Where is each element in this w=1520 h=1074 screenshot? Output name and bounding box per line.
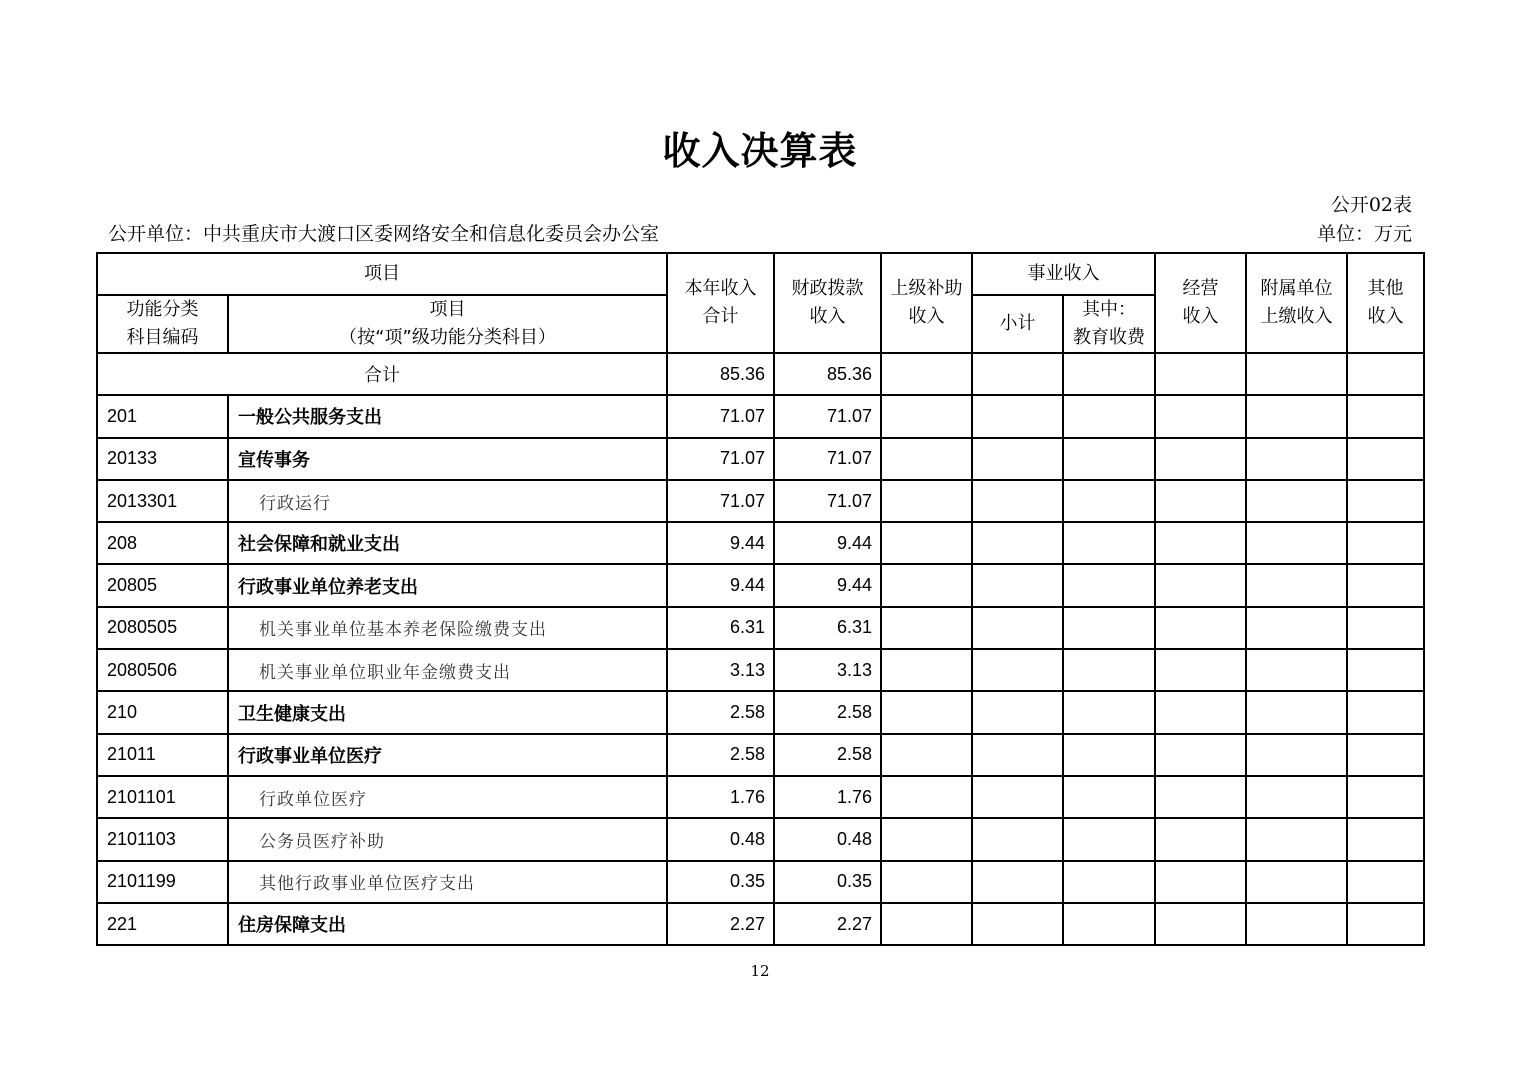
item-name-cell: 其他行政事业单位医疗支出 (228, 861, 667, 903)
empty-cell (1246, 564, 1347, 606)
empty-cell (1246, 480, 1347, 522)
header-affiliated-line2: 上缴收入 (1260, 306, 1333, 327)
empty-cell (1063, 480, 1155, 522)
empty-cell (1063, 522, 1155, 564)
empty-cell (881, 353, 972, 395)
header-business-income: 事业收入 (972, 253, 1155, 295)
total-income-cell: 0.35 (667, 861, 774, 903)
item-name-cell: 行政单位医疗 (228, 776, 667, 818)
empty-cell (1246, 776, 1347, 818)
header-item-line1: 项目 (429, 299, 466, 320)
header-of-which-line1: 其中： (1082, 299, 1136, 320)
empty-cell (1063, 818, 1155, 860)
fiscal-income-cell: 2.58 (774, 734, 881, 776)
empty-cell (1246, 353, 1347, 395)
empty-cell (1246, 649, 1347, 691)
total-income-cell: 2.58 (667, 691, 774, 733)
item-name-cell: 公务员医疗补助 (228, 818, 667, 860)
table-row (97, 903, 1424, 945)
empty-cell (1063, 649, 1155, 691)
empty-cell (881, 691, 972, 733)
empty-cell (1155, 776, 1246, 818)
table-row (97, 522, 1424, 564)
header-item (228, 295, 667, 353)
code-cell: 210 (97, 691, 228, 733)
empty-cell (1155, 438, 1246, 480)
empty-cell (1155, 522, 1246, 564)
empty-cell (1063, 353, 1155, 395)
empty-cell (972, 818, 1063, 860)
table-row (97, 607, 1424, 649)
header-fiscal-income (774, 253, 881, 353)
total-income-cell: 3.13 (667, 649, 774, 691)
empty-cell (972, 903, 1063, 945)
empty-cell (1155, 691, 1246, 733)
empty-cell (1155, 353, 1246, 395)
fiscal-income-cell: 1.76 (774, 776, 881, 818)
total-income-cell: 6.31 (667, 607, 774, 649)
header-affiliated-income (1246, 253, 1347, 353)
empty-cell (1246, 818, 1347, 860)
code-cell: 2101199 (97, 861, 228, 903)
empty-cell (1063, 438, 1155, 480)
fiscal-income-cell: 0.35 (774, 861, 881, 903)
total-income-cell: 1.76 (667, 776, 774, 818)
total-income-cell: 9.44 (667, 522, 774, 564)
empty-cell (1246, 691, 1347, 733)
header-func-code-line1: 功能分类 (126, 299, 199, 320)
header-operating-income (1155, 253, 1246, 353)
empty-cell (881, 564, 972, 606)
empty-cell (972, 564, 1063, 606)
item-name-cell: 机关事业单位基本养老保险缴费支出 (228, 607, 667, 649)
item-name-cell: 卫生健康支出 (228, 691, 667, 733)
empty-cell (1347, 522, 1424, 564)
table-row (97, 564, 1424, 606)
total-income-cell: 71.07 (667, 395, 774, 437)
empty-cell (1347, 776, 1424, 818)
fiscal-income-cell: 71.07 (774, 438, 881, 480)
empty-cell (1063, 734, 1155, 776)
empty-cell (881, 734, 972, 776)
code-cell: 208 (97, 522, 228, 564)
item-name-cell: 行政事业单位养老支出 (228, 564, 667, 606)
form-number: 公开02表 (1330, 194, 1412, 216)
empty-cell (881, 480, 972, 522)
header-func-code-line2: 科目编码 (126, 327, 199, 348)
code-cell: 20805 (97, 564, 228, 606)
header-other-income (1347, 253, 1424, 353)
empty-cell (972, 438, 1063, 480)
total-income-cell: 0.48 (667, 818, 774, 860)
empty-cell (1155, 480, 1246, 522)
fiscal-income-cell: 9.44 (774, 522, 881, 564)
empty-cell (1347, 564, 1424, 606)
currency-unit: 单位：万元 (1316, 223, 1412, 245)
empty-cell (972, 480, 1063, 522)
header-superior-line2: 收入 (908, 306, 945, 327)
empty-cell (1063, 691, 1155, 733)
header-subtotal: 小计 (972, 295, 1063, 353)
empty-cell (1063, 903, 1155, 945)
fiscal-income-cell: 71.07 (774, 395, 881, 437)
item-name-cell: 机关事业单位职业年金缴费支出 (228, 649, 667, 691)
empty-cell (1063, 607, 1155, 649)
table-row (97, 734, 1424, 776)
header-total-income-line2: 合计 (702, 306, 739, 327)
empty-cell (1347, 649, 1424, 691)
empty-cell (1155, 861, 1246, 903)
empty-cell (1063, 861, 1155, 903)
fiscal-income-cell: 2.27 (774, 903, 881, 945)
empty-cell (972, 776, 1063, 818)
total-income-cell: 71.07 (667, 438, 774, 480)
table-row (97, 818, 1424, 860)
fiscal-income-cell: 2.58 (774, 691, 881, 733)
empty-cell (972, 861, 1063, 903)
code-cell: 20133 (97, 438, 228, 480)
empty-cell (1347, 818, 1424, 860)
empty-cell (881, 607, 972, 649)
total-row (97, 353, 1424, 395)
total-income-cell: 2.58 (667, 734, 774, 776)
header-operating-line2: 收入 (1182, 306, 1219, 327)
empty-cell (881, 522, 972, 564)
table-row (97, 395, 1424, 437)
header-education-fees (1063, 295, 1155, 353)
code-cell: 221 (97, 903, 228, 945)
empty-cell (972, 353, 1063, 395)
empty-cell (1347, 395, 1424, 437)
code-cell: 201 (97, 395, 228, 437)
total-fiscal-value: 85.36 (774, 353, 881, 395)
empty-cell (881, 861, 972, 903)
reporting-unit: 公开单位：中共重庆市大渡口区委网络安全和信息化委员会办公室 (108, 223, 660, 245)
header-fiscal-line2: 收入 (809, 306, 846, 327)
fiscal-income-cell: 6.31 (774, 607, 881, 649)
empty-cell (1347, 903, 1424, 945)
total-income-cell: 2.27 (667, 903, 774, 945)
empty-cell (1246, 522, 1347, 564)
header-total-income-line1: 本年收入 (684, 278, 757, 299)
item-name-cell: 社会保障和就业支出 (228, 522, 667, 564)
empty-cell (1155, 903, 1246, 945)
empty-cell (1155, 564, 1246, 606)
empty-cell (972, 691, 1063, 733)
header-func-code (97, 295, 228, 353)
empty-cell (1063, 776, 1155, 818)
empty-cell (1246, 395, 1347, 437)
empty-cell (881, 818, 972, 860)
item-name-cell: 一般公共服务支出 (228, 395, 667, 437)
header-item-line2: （按“项”级功能分类科目） (339, 327, 556, 348)
empty-cell (972, 734, 1063, 776)
fiscal-income-cell: 71.07 (774, 480, 881, 522)
code-cell: 2080505 (97, 607, 228, 649)
empty-cell (972, 522, 1063, 564)
empty-cell (1347, 607, 1424, 649)
empty-cell (1155, 818, 1246, 860)
total-income-value: 85.36 (667, 353, 774, 395)
header-affiliated-line1: 附属单位 (1260, 278, 1333, 299)
code-cell: 21011 (97, 734, 228, 776)
empty-cell (1347, 691, 1424, 733)
header-fiscal-line1: 财政拨款 (791, 278, 864, 299)
empty-cell (972, 649, 1063, 691)
empty-cell (1347, 353, 1424, 395)
page-title: 收入决算表 (662, 129, 858, 173)
table-row (97, 776, 1424, 818)
empty-cell (1347, 734, 1424, 776)
header-superior-subsidy (881, 253, 972, 353)
empty-cell (1246, 607, 1347, 649)
empty-cell (881, 903, 972, 945)
code-cell: 2013301 (97, 480, 228, 522)
code-cell: 2080506 (97, 649, 228, 691)
header-superior-line1: 上级补助 (890, 278, 963, 299)
table-row (97, 480, 1424, 522)
empty-cell (1347, 861, 1424, 903)
empty-cell (972, 607, 1063, 649)
data-rows (97, 395, 1424, 945)
total-income-cell: 71.07 (667, 480, 774, 522)
code-cell: 2101101 (97, 776, 228, 818)
total-label: 合计 (97, 353, 667, 395)
empty-cell (1063, 564, 1155, 606)
empty-cell (1347, 480, 1424, 522)
empty-cell (1246, 861, 1347, 903)
header-other-line1: 其他 (1367, 278, 1404, 299)
header-other-line2: 收入 (1367, 306, 1404, 327)
item-name-cell: 行政运行 (228, 480, 667, 522)
empty-cell (881, 649, 972, 691)
empty-cell (881, 395, 972, 437)
item-name-cell: 宣传事务 (228, 438, 667, 480)
fiscal-income-cell: 9.44 (774, 564, 881, 606)
empty-cell (1155, 649, 1246, 691)
empty-cell (881, 438, 972, 480)
income-report-table (96, 252, 1425, 946)
table-row (97, 691, 1424, 733)
empty-cell (1155, 395, 1246, 437)
empty-cell (1155, 607, 1246, 649)
table-row (97, 649, 1424, 691)
empty-cell (1246, 734, 1347, 776)
empty-cell (881, 776, 972, 818)
code-cell: 2101103 (97, 818, 228, 860)
table-row (97, 438, 1424, 480)
empty-cell (1347, 438, 1424, 480)
header-total-income (667, 253, 774, 353)
header-of-which-line2: 教育收费 (1073, 327, 1145, 348)
header-operating-line1: 经营 (1182, 278, 1219, 299)
fiscal-income-cell: 0.48 (774, 818, 881, 860)
empty-cell (1063, 395, 1155, 437)
page-number: 12 (750, 962, 770, 980)
item-name-cell: 住房保障支出 (228, 903, 667, 945)
empty-cell (1155, 734, 1246, 776)
header-project: 项目 (97, 253, 667, 295)
empty-cell (1246, 903, 1347, 945)
empty-cell (1246, 438, 1347, 480)
total-income-cell: 9.44 (667, 564, 774, 606)
item-name-cell: 行政事业单位医疗 (228, 734, 667, 776)
empty-cell (972, 395, 1063, 437)
table-row (97, 861, 1424, 903)
fiscal-income-cell: 3.13 (774, 649, 881, 691)
